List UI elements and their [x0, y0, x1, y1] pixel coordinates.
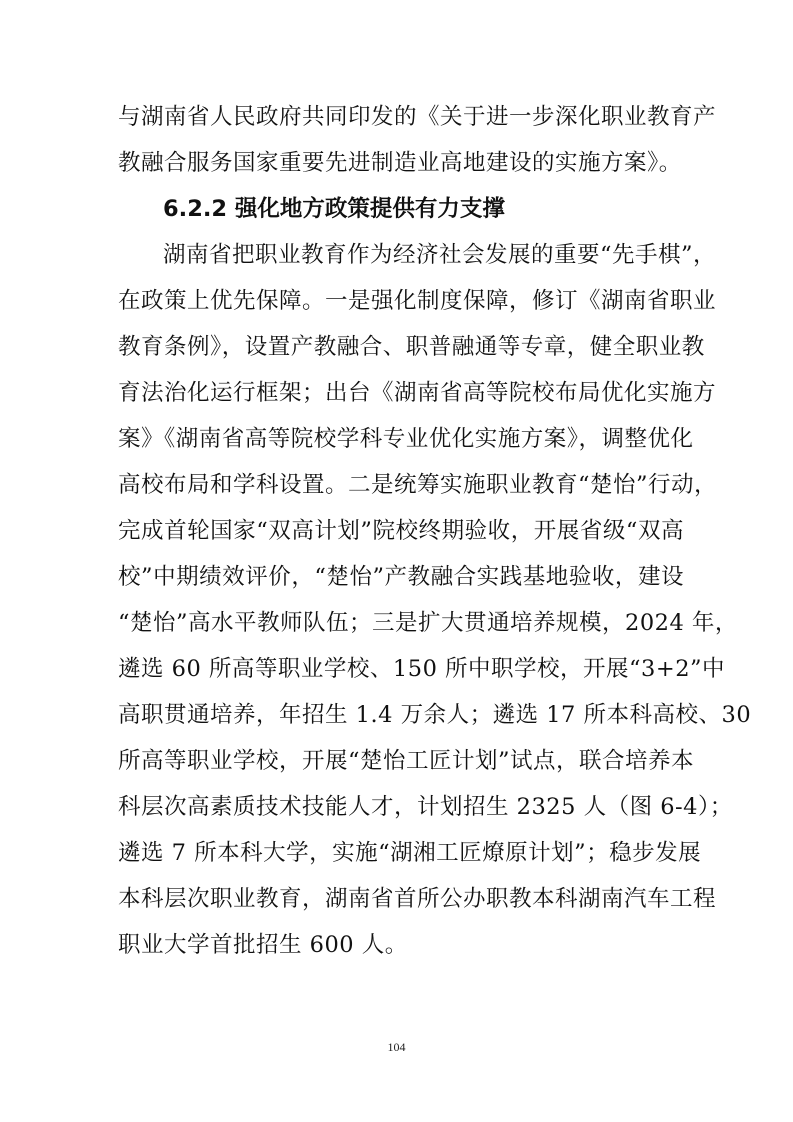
- paragraph-line: 完成首轮国家“双高计划”院校终期验收，开展省级“双高: [118, 518, 684, 544]
- paragraph-line: 教融合服务国家重要先进制造业高地建设的实施方案》。: [118, 150, 682, 176]
- paragraph-line: 校”中期绩效评价，“楚怡”产教融合实践基地验收，建设: [118, 564, 684, 590]
- paragraph-line: 所高等职业学校，开展“楚怡工匠计划”试点，联合培养本: [118, 748, 695, 774]
- page-number: 104: [387, 1040, 406, 1054]
- section-heading: 6.2.2 强化地方政策提供有力支撑: [163, 196, 505, 222]
- paragraph-line: 在政策上优先保障。一是强化制度保障，修订《湖南省职业: [118, 288, 717, 314]
- paragraph-line: 本科层次职业教育，湖南省首所公办职教本科湖南汽车工程: [118, 886, 717, 912]
- paragraph-line: 科层次高素质技术技能人才，计划招生 2325 人（图 6-4）；: [118, 794, 733, 820]
- paragraph-line: 职业大学首批招生 600 人。: [118, 932, 408, 958]
- paragraph-line: “楚怡”高水平教师队伍；三是扩大贯通培养规模，2024 年，: [118, 610, 738, 636]
- paragraph-line: 高职贯通培养，年招生 1.4 万余人；遴选 17 所本科高校、30: [118, 702, 752, 728]
- paragraph-line: 遴选 7 所本科大学，实施“湖湘工匠燎原计划”；稳步发展: [118, 840, 702, 866]
- paragraph-line: 湖南省把职业教育作为经济社会发展的重要“先手棋”，: [163, 242, 717, 268]
- paragraph-line: 案》《湖南省高等院校学科专业优化实施方案》，调整优化: [118, 426, 694, 452]
- paragraph-line: 遴选 60 所高等职业学校、150 所中职学校，开展“3+2”中: [118, 656, 726, 682]
- paragraph-line: 育法治化运行框架；出台《湖南省高等院校布局优化实施方: [118, 380, 717, 406]
- paragraph-line: 与湖南省人民政府共同印发的《关于进一步深化职业教育产: [118, 104, 717, 130]
- paragraph-line: 教育条例》，设置产教融合、职普融通等专章，健全职业教: [118, 334, 705, 360]
- paragraph-line: 高校布局和学科设置。二是统筹实施职业教育“楚怡”行动，: [118, 472, 718, 498]
